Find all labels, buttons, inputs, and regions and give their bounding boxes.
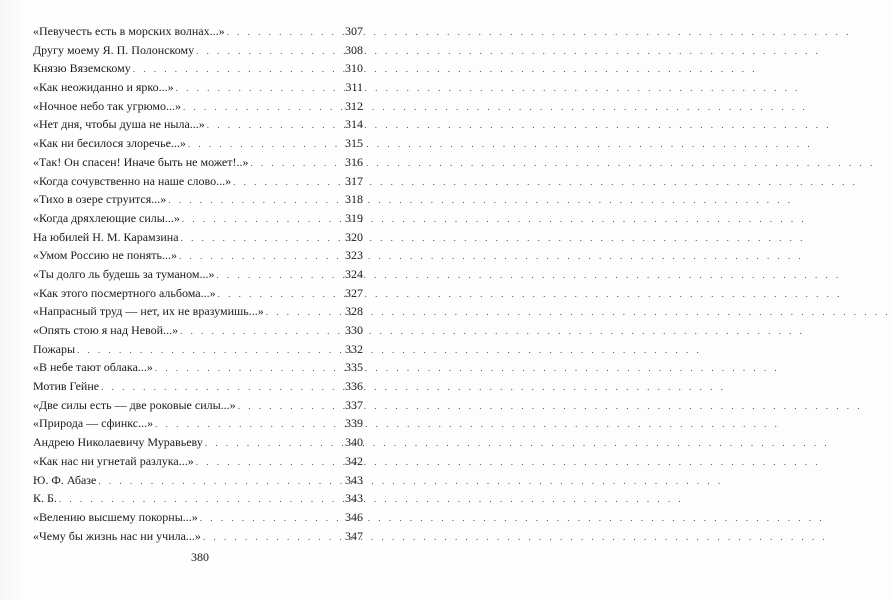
toc-entry-page-number: 332 bbox=[345, 341, 363, 356]
toc-entry-title: «Так! Он спасен! Иначе быть не может!..» bbox=[33, 154, 249, 169]
toc-entry-title: «Две силы есть — две роковые силы...» bbox=[33, 397, 236, 412]
toc-entry bbox=[33, 527, 363, 546]
toc-entry-page-number: 319 bbox=[345, 210, 363, 225]
toc-entry-page-number: 328 bbox=[345, 304, 363, 319]
toc-entry-page-number: 312 bbox=[345, 98, 363, 113]
toc-entry-page-number: 336 bbox=[345, 379, 363, 394]
dot-leader bbox=[168, 191, 335, 210]
toc-entry bbox=[33, 78, 363, 97]
toc-entry-page-number: 346 bbox=[345, 509, 363, 524]
dot-leader bbox=[196, 42, 335, 61]
toc-entry bbox=[33, 265, 363, 284]
toc-entry bbox=[33, 115, 363, 134]
toc-entry-page-number: 311 bbox=[345, 80, 363, 95]
toc-entry-page-number: 343 bbox=[345, 472, 363, 487]
toc-entry-page-number: 340 bbox=[345, 435, 363, 450]
toc-entry-title: «Напрасный труд — нет, их не вразумишь...» bbox=[33, 304, 264, 319]
toc-entry-page-number: 307 bbox=[345, 24, 363, 38]
toc-entry-title: «Природа — сфинкс...» bbox=[33, 416, 154, 431]
dot-leader bbox=[205, 434, 335, 453]
dot-leader bbox=[200, 509, 335, 528]
toc-entry bbox=[33, 284, 363, 303]
toc-entry-title: На юбилей Н. М. Карамзина bbox=[33, 229, 179, 244]
toc-entry-title: «Когда дряхлеющие силы...» bbox=[33, 210, 180, 225]
toc-entry-title: «Как нас ни угнетай разлука...» bbox=[33, 453, 194, 468]
toc-entry-title: Пожары bbox=[33, 341, 76, 356]
toc-entry-page-number: 316 bbox=[345, 154, 363, 169]
toc-entry bbox=[33, 508, 363, 527]
toc-entry bbox=[33, 153, 363, 172]
dot-leader bbox=[98, 472, 335, 491]
dot-leader bbox=[183, 98, 335, 117]
dot-leader bbox=[181, 229, 335, 248]
toc-entry-page-number: 315 bbox=[345, 136, 363, 151]
toc-entry-title: Ю. Ф. Абазе bbox=[33, 472, 97, 487]
dot-leader bbox=[196, 453, 335, 472]
toc-entry bbox=[33, 41, 363, 60]
toc-entry-title: «Умом Россию не понять...» bbox=[33, 248, 177, 263]
toc-entry-title: «Тихо в озере струится...» bbox=[33, 192, 167, 207]
toc-entry-page-number: 342 bbox=[345, 453, 363, 468]
table-of-contents bbox=[33, 22, 363, 545]
dot-leader bbox=[180, 322, 335, 341]
toc-entry-title: «Как ни бесилося злоречье...» bbox=[33, 136, 186, 151]
toc-entry bbox=[33, 97, 363, 116]
toc-entry-page-number: 343 bbox=[345, 491, 363, 506]
dot-leader bbox=[101, 378, 335, 397]
toc-entry-page-number: 308 bbox=[345, 42, 363, 57]
toc-entry bbox=[33, 59, 363, 78]
toc-entry bbox=[33, 377, 363, 396]
toc-entry-page-number: 330 bbox=[345, 323, 363, 337]
toc-entry bbox=[33, 134, 363, 153]
toc-entry-title: «Ты долго ль будешь за туманом...» bbox=[33, 266, 215, 281]
toc-entry-page-number: 347 bbox=[345, 528, 363, 543]
toc-entry bbox=[33, 172, 363, 191]
toc-entry bbox=[33, 209, 363, 228]
dot-leader bbox=[238, 397, 335, 416]
toc-entry bbox=[33, 340, 363, 359]
toc-entry-title: «Как этого посмертного альбома...» bbox=[33, 285, 216, 300]
toc-entry bbox=[33, 321, 363, 340]
toc-entry-title: Андрею Николаевичу Муравьеву bbox=[33, 435, 203, 450]
dot-leader bbox=[250, 154, 335, 173]
toc-entry-title: «Как неожиданно и ярко...» bbox=[33, 80, 174, 95]
book-page bbox=[0, 0, 400, 600]
toc-entry-page-number: 318 bbox=[345, 192, 363, 207]
toc-entry-page-number: 337 bbox=[345, 397, 363, 412]
toc-entry bbox=[33, 396, 363, 415]
dot-leader bbox=[233, 173, 335, 192]
toc-entry-page-number: 339 bbox=[345, 416, 363, 431]
dot-leader bbox=[203, 528, 335, 547]
dot-leader bbox=[182, 210, 335, 229]
toc-entry-page-number: 320 bbox=[345, 229, 363, 244]
toc-entry-title: «Ночное небо так угрюмо...» bbox=[33, 98, 182, 113]
toc-entry-page-number: 314 bbox=[345, 117, 363, 132]
page-number: 380 bbox=[191, 550, 209, 564]
toc-entry-title: «Велению высшему покорны...» bbox=[33, 509, 198, 524]
toc-entry-page-number: 317 bbox=[345, 173, 363, 188]
dot-leader bbox=[176, 79, 335, 98]
toc-entry-title: «Певучесть есть в морских волнах...» bbox=[33, 24, 225, 38]
dot-leader bbox=[227, 23, 335, 42]
toc-entry-page-number: 310 bbox=[345, 61, 363, 76]
dot-leader bbox=[188, 135, 335, 154]
toc-entry-page-number: 335 bbox=[345, 360, 363, 375]
dot-leader bbox=[216, 266, 335, 285]
toc-entry bbox=[33, 190, 363, 209]
toc-entry-title: «Нет дня, чтобы душа не ныла...» bbox=[33, 117, 205, 132]
toc-entry bbox=[33, 471, 363, 490]
toc-entry bbox=[33, 489, 363, 508]
toc-entry bbox=[33, 452, 363, 471]
toc-entry-page-number: 324 bbox=[345, 266, 363, 281]
toc-entry-title: «Когда сочувственно на наше слово...» bbox=[33, 173, 232, 188]
toc-entry bbox=[33, 22, 363, 41]
toc-entry-title: Мотив Гейне bbox=[33, 379, 100, 394]
toc-entry bbox=[33, 246, 363, 265]
toc-entry-page-number: 327 bbox=[345, 285, 363, 300]
dot-leader bbox=[155, 415, 335, 434]
toc-entry bbox=[33, 228, 363, 247]
toc-entry-title: К. Б. bbox=[33, 491, 57, 506]
toc-entry-title: «В небе тают облака...» bbox=[33, 360, 153, 375]
dot-leader bbox=[155, 359, 335, 378]
toc-entry-title: «Опять стою я над Невой...» bbox=[33, 323, 179, 337]
dot-leader bbox=[133, 60, 335, 79]
dot-leader bbox=[179, 247, 335, 266]
dot-leader bbox=[207, 116, 335, 135]
toc-entry bbox=[33, 433, 363, 452]
toc-entry-page-number: 323 bbox=[345, 248, 363, 263]
toc-entry-title: Другу моему Я. П. Полонскому bbox=[33, 42, 195, 57]
toc-entry bbox=[33, 358, 363, 377]
dot-leader bbox=[266, 303, 335, 322]
dot-leader bbox=[218, 285, 335, 304]
toc-entry-title: «Чему бы жизнь нас ни учила...» bbox=[33, 528, 201, 543]
dot-leader bbox=[77, 341, 335, 360]
toc-entry bbox=[33, 302, 363, 321]
dot-leader bbox=[59, 490, 335, 509]
toc-entry-title: Князю Вяземскому bbox=[33, 61, 131, 76]
toc-entry bbox=[33, 414, 363, 433]
